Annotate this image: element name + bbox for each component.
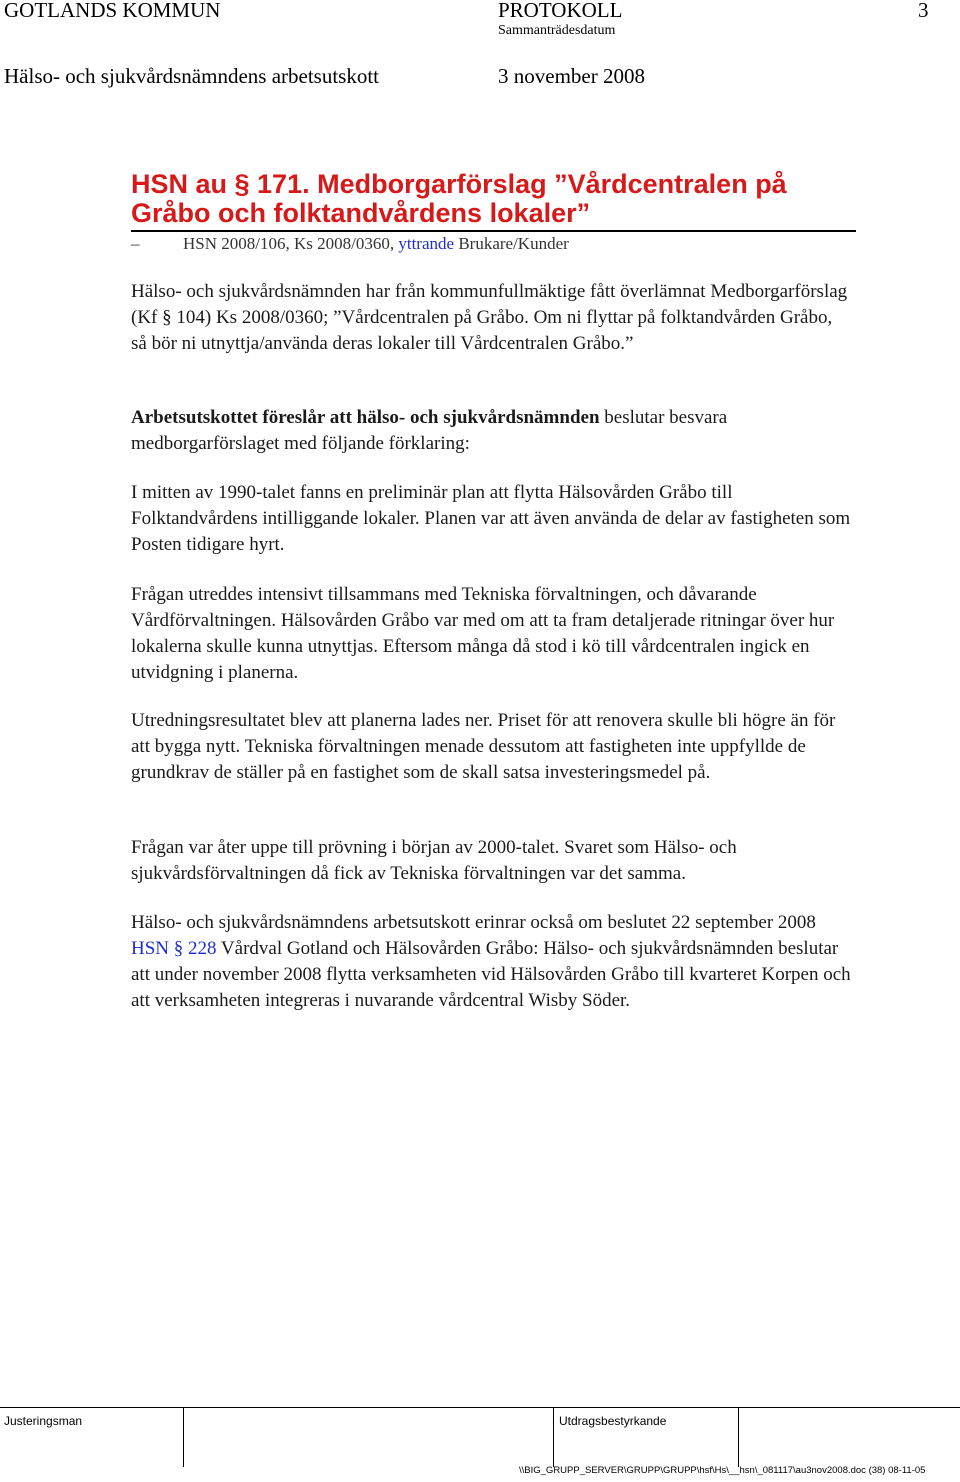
paragraph-5: Utredningsresultatet blev att planerna lades ner. Priset för att renovera skulle bli högre än för att bygga nytt. Tekniska förvaltningen menade dessutom att fastigheten inte uppfyllde de grundkrav de ställer på en fastighet som de skall satsa investeringsmedel på. [131,710,836,783]
item-title [131,170,831,228]
footer-justeringsman: Justeringsman [4,1414,83,1428]
hsn-228-link[interactable]: HSN § 228 [131,938,217,959]
meeting-date: 3 november 2008 [498,64,645,88]
paragraph-3: I mitten av 1990-talet fanns en preliminär plan att flytta Hälsovården Gråbo till Folktandvårdens intilliggande lokaler. Planen var att även använda de delar av fastigheten som Posten tidigare hyrt. [131,482,851,555]
ref-dash: – [131,234,140,253]
ref-category: Brukare/Kunder [458,234,569,253]
org-name: GOTLANDS KOMMUN [4,0,221,22]
ref-link-yttrande[interactable]: yttrande [398,234,455,253]
paragraph-2 [131,405,851,457]
footer-top-rule [0,1407,960,1408]
paragraph-4: Frågan utreddes intensivt tillsammans med Tekniska förvaltningen, och dåvarande Vårdförvaltningen. Hälsovården Gråbo var med om att ta fram detaljerade ritningar över hur lokalerna skulle kunna utnyttjas. Eftersom många då stod i kö till vårdcentralen ingick en utvidgning i planerna. [131,584,835,683]
proposal-lead: Arbetsutskottet föreslår att hälso- och sjukvårdsnämnden [131,407,600,428]
paragraph-1: Hälso- och sjukvårdsnämnden har från kommunfullmäktige fått överlämnat Medborgarförslag (Kf § 104) Ks 2008/0360; ”Vårdcentralen på Gråbo. Om ni flyttar på folktandvården Gråbo, så bör ni utnyttja/använda deras lokaler till Vårdcentralen Gråbo.” [131,281,848,354]
footer-divider-right [738,1407,739,1467]
title-divider [131,230,856,232]
footer-divider-left [183,1407,184,1467]
paragraph-7 [131,910,851,1014]
footer-divider-mid [553,1407,554,1467]
p7-text-b: Vårdval Gotland och Hälsovården Gråbo: Hälso- och sjukvårdsnämnden beslutar att under november 2008 flytta verksamheten vid Hälsovården Gråbo till kvarteret Korpen och att verksamheten integreras i nuvarande vårdcentral Wisby Söder. [131,938,851,1011]
page-number: 3 [918,0,929,22]
item-title-line1: HSN au § 171. Medborgarförslag ”Vårdcentralen på [131,169,787,199]
ref-numbers: HSN 2008/106, Ks 2008/0360, [183,234,395,253]
paragraph-6: Frågan var åter uppe till prövning i början av 2000-talet. Svaret som Hälso- och sjukvårdsförvaltningen då fick av Tekniska förvaltningen var det samma. [131,837,737,884]
doc-type: PROTOKOLL [498,0,623,22]
proposal-rest: beslutar besvara medborgarförslaget med följande förklaring: [131,407,728,454]
footer-utdragsbestyrkande: Utdragsbestyrkande [559,1414,667,1428]
footer-file-path: \\BIG_GRUPP_SERVER\GRUPP\GRUPP\hsf\Hs\__hsn\_081117\au3nov2008.doc (38) 08-11-05 [519,1465,926,1476]
reference-line [131,234,569,254]
date-label: Sammanträdesdatum [498,23,616,38]
p7-text-a: Hälso- och sjukvårdsnämndens arbetsutskott erinrar också om beslutet 22 september 2008 [131,912,816,933]
committee-name: Hälso- och sjukvårdsnämndens arbetsutskott [4,64,380,88]
item-title-line2: Gråbo och folktandvårdens lokaler” [131,198,591,228]
